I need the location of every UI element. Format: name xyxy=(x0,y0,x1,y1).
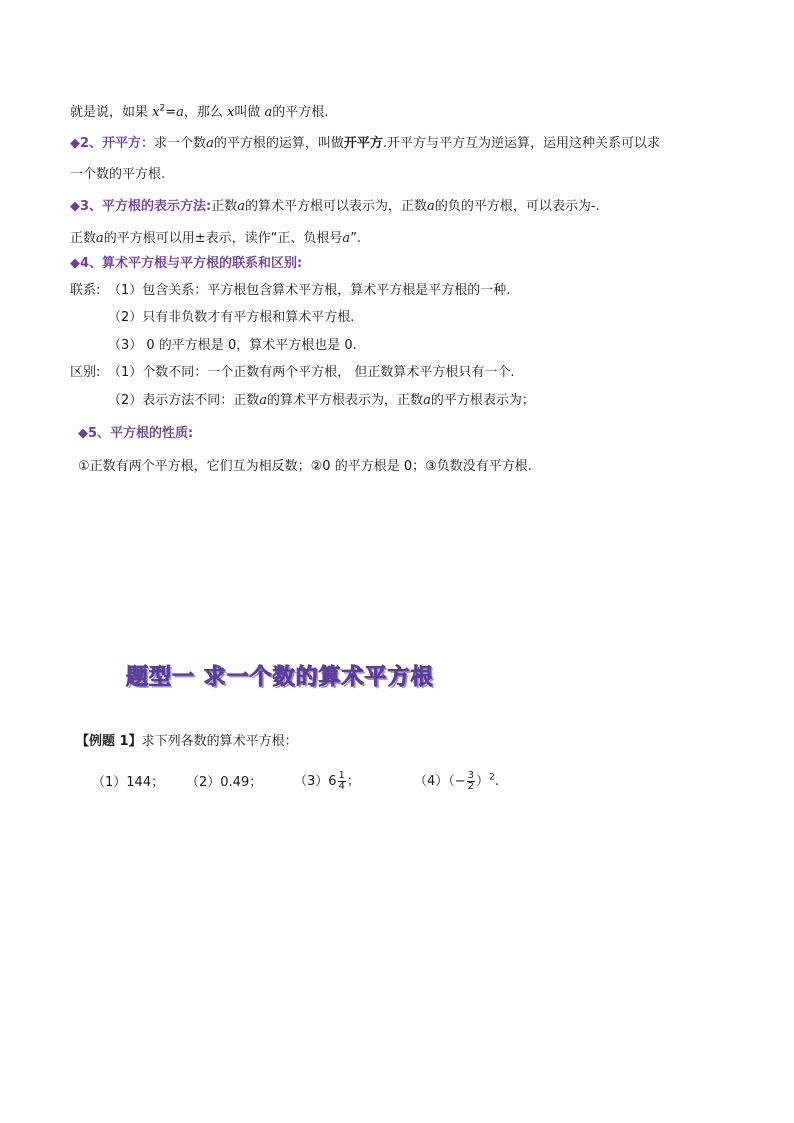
fraction-denominator: 4 xyxy=(338,781,345,792)
qubie-label: 区别: xyxy=(70,365,101,380)
s3-var-a-2: a xyxy=(427,199,435,214)
s3-text-2: 的算术平方根可以表示为，正数 xyxy=(245,199,428,214)
section-2-heading: ◆2、开平方： xyxy=(70,136,155,151)
s3-l2-text-2: 的平方根可以用±表示，读作“正、负根号 xyxy=(103,231,343,246)
qubie-2-text-a: （2）表示方法不同：正数 xyxy=(108,393,260,408)
var-a: a xyxy=(176,105,184,120)
section-4-heading-text: ◆4、算术平方根与平方根的联系和区别: xyxy=(70,256,303,271)
s2-text-3: .开平方与平方互为逆运算，运用这种关系可以求 xyxy=(382,136,660,151)
qubie-2-var-a-2: a xyxy=(423,393,431,408)
s3-l2-text-3: ”. xyxy=(350,231,362,246)
lianxi-label: 联系: xyxy=(70,283,101,298)
section-2-line-2: 一个数的平方根. xyxy=(70,167,166,182)
item-4-end: . xyxy=(494,774,499,789)
qubie-2-text-c: 的平方根表示为； xyxy=(430,393,535,408)
intro-text-3: 叫做 xyxy=(234,105,265,120)
fraction-denominator-2: 2 xyxy=(467,781,475,792)
intro-text-2: ，那么 xyxy=(183,105,228,120)
s3-l2-text-1: 正数 xyxy=(70,231,97,246)
section-title: 题型一 求一个数的算术平方根 xyxy=(126,665,434,690)
item-3-suffix: ； xyxy=(346,774,360,789)
qubie-item-2 xyxy=(108,392,535,410)
item-4-exponent: 2 xyxy=(489,772,495,783)
section-3-heading: ◆3、平方根的表示方法: xyxy=(70,199,212,214)
section-3-line-2 xyxy=(70,230,361,248)
item-3-prefix: （3）6 xyxy=(294,774,337,789)
example-label: 【例题 1】 xyxy=(76,734,142,749)
s2-term: 开平方 xyxy=(343,136,383,151)
example-item-4 xyxy=(414,768,499,796)
fraction-three-halves xyxy=(467,771,475,792)
lianxi-item-2: （2）只有非负数才有平方根和算术平方根. xyxy=(108,310,355,325)
section-5-heading xyxy=(78,425,193,443)
fraction-numerator: 1 xyxy=(338,770,345,781)
example-item-1: （1）144； xyxy=(92,775,165,790)
qubie-2-var-a: a xyxy=(259,393,268,408)
s2-text-1: 求一个数 xyxy=(154,136,207,151)
section-5-heading-text: ◆5、平方根的性质: xyxy=(78,426,194,441)
example-item-2: （2）0.49； xyxy=(186,775,263,790)
section-4-heading xyxy=(70,255,302,273)
example-line xyxy=(76,733,298,751)
item-4-suffix: ） xyxy=(476,774,490,789)
s3-var-a: a xyxy=(237,199,246,214)
lianxi-item-1: （1）包含关系：平方根包含算术平方根，算术平方根是平方根的一种. xyxy=(108,283,511,298)
var-x-2: x xyxy=(227,105,235,120)
exponent: 2 xyxy=(159,103,166,114)
var-x: x xyxy=(152,105,160,120)
intro-text-4: 的平方根. xyxy=(272,105,329,120)
item-4-prefix: （4）（− xyxy=(414,774,466,789)
qubie-item-1: （1）个数不同：一个正数有两个平方根， 但正数算术平方根只有一个. xyxy=(108,365,515,380)
s2-var-a: a xyxy=(206,136,214,151)
s2-text-2: 的平方根的运算，叫做 xyxy=(213,136,344,151)
s3-l2-var-a: a xyxy=(96,231,104,246)
example-item-3 xyxy=(294,768,360,796)
lianxi-item-3: （3） 0 的平方根是 0，算术平方根也是 0. xyxy=(108,338,357,353)
section-5-text: ①正数有两个平方根，它们互为相反数；②0 的平方根是 0；③负数没有平方根. xyxy=(78,459,532,474)
fraction-numerator-2: 3 xyxy=(467,770,475,781)
section-2-line-1 xyxy=(70,135,660,153)
example-text: 求下列各数的算术平方根： xyxy=(141,734,298,749)
intro-text-1: 就是说，如果 xyxy=(70,105,153,120)
equals: = xyxy=(165,105,177,120)
intro-line xyxy=(70,104,328,122)
qubie-2-text-b: 的算术平方根表示为，正数 xyxy=(267,393,424,408)
s3-text-1: 正数 xyxy=(211,199,238,214)
fraction-one-quarter xyxy=(338,771,346,792)
s3-l2-var-a-2: a xyxy=(342,231,351,246)
s3-text-3: 的负的平方根，可以表示为-. xyxy=(434,199,600,214)
var-a-2: a xyxy=(264,105,273,120)
section-3-line-1 xyxy=(70,198,600,216)
